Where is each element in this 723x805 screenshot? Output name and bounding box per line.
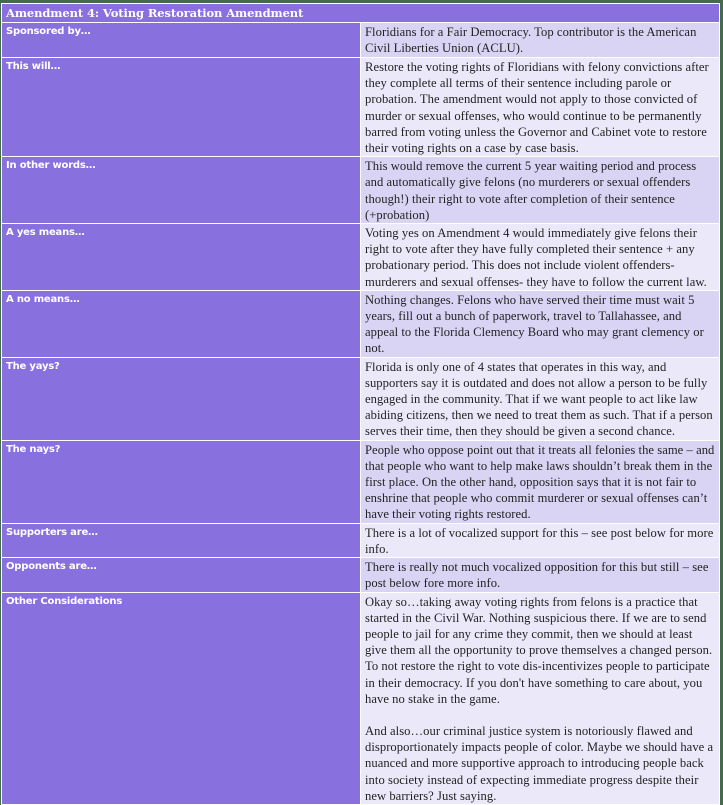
row-label: This will…	[2, 58, 361, 157]
row-label: Sponsored by…	[2, 23, 361, 58]
row-value: Florida is only one of 4 states that operates in this way, and supporters say it is outdated and does not allow a person to be fully engaged in the community. That if we want people to act like law abiding citizens, then we need to treat them as such. That if a person serves their time, then they should be given a second chance.	[361, 357, 720, 440]
row-label: The yays?	[2, 357, 361, 440]
row-value	[361, 592, 720, 804]
row-label: The nays?	[2, 440, 361, 523]
row-label: Other Considerations	[2, 592, 361, 804]
table-row-sponsored-by	[2, 23, 720, 58]
row-value: This would remove the current 5 year waiting period and process and automatically give felons (no murderers or sexual offenders though!) their right to vote after completion of their sentence (+probation)	[361, 157, 720, 224]
other-considerations-paragraph-1: Okay so…taking away voting rights from felons is a practice that started in the Civil War. Nothing suspicious there. If we are to send people to jail for any crime they commit, then we should at least give them all the opportunity to prove themselves a changed person. To not restore the right to vote dis-incentivizes people to participate in their democracy. If you don't have something to care about, you have no stake in the game.	[365, 594, 713, 706]
row-label: Supporters are…	[2, 523, 361, 557]
row-value: Floridians for a Fair Democracy. Top contributor is the American Civil Liberties Union (ACLU).	[361, 23, 720, 58]
table-row-supporters	[2, 523, 720, 557]
row-label: A no means…	[2, 290, 361, 357]
row-label: Opponents are…	[2, 558, 361, 592]
title-row	[2, 4, 720, 23]
table-row-other-considerations	[2, 592, 720, 804]
table-row-yes-means	[2, 224, 720, 291]
paragraph-spacer	[365, 707, 716, 723]
amendment-table	[1, 3, 720, 805]
row-value: Nothing changes. Felons who have served their time must wait 5 years, fill out a bunch of paperwork, travel to Tallahassee, and appeal to the Florida Clemency Board who may grant clemency or not.	[361, 290, 720, 357]
row-value: People who oppose point out that it treats all felonies the same – and that people who want to help make laws shouldn’t break them in the first place. On the other hand, opposition says that it is not fair to enshrine that people who commit murderer or sexual offenses can’t have their voting rights restored.	[361, 440, 720, 523]
row-value: Restore the voting rights of Floridians with felony convictions after they complete all terms of their sentence including parole or probation. The amendment would not apply to those convicted of murder or sexual offenses, who would continue to be permanently barred from voting unless the Governor and Cabinet vote to restore their voting rights on a case by case basis.	[361, 58, 720, 157]
row-label: A yes means…	[2, 224, 361, 291]
table-title: Amendment 4: Voting Restoration Amendment	[2, 4, 720, 23]
row-label: In other words…	[2, 157, 361, 224]
row-value: There is really not much vocalized opposition for this but still – see post below fore more info.	[361, 558, 720, 592]
table-row-in-other-words	[2, 157, 720, 224]
row-value: There is a lot of vocalized support for this – see post below for more info.	[361, 523, 720, 557]
table-row-this-will	[2, 58, 720, 157]
table-row-opponents	[2, 558, 720, 592]
table-row-no-means	[2, 290, 720, 357]
amendment-summary-document	[1, 3, 720, 803]
table-row-nays	[2, 440, 720, 523]
table-row-yays	[2, 357, 720, 440]
row-value: Voting yes on Amendment 4 would immediately give felons their right to vote after they have fully completed their sentence + any probationary period. This does not include violent offenders- murderers and sexual offenses- they have to follow the current law.	[361, 224, 720, 291]
other-considerations-paragraph-2: And also…our criminal justice system is notoriously flawed and disproportionately impacts people of color. Maybe we should have a nuanced and more supportive approach to introducing people back into society instead of expecting immediate progress despite their new barriers? Just saying.	[365, 723, 714, 803]
